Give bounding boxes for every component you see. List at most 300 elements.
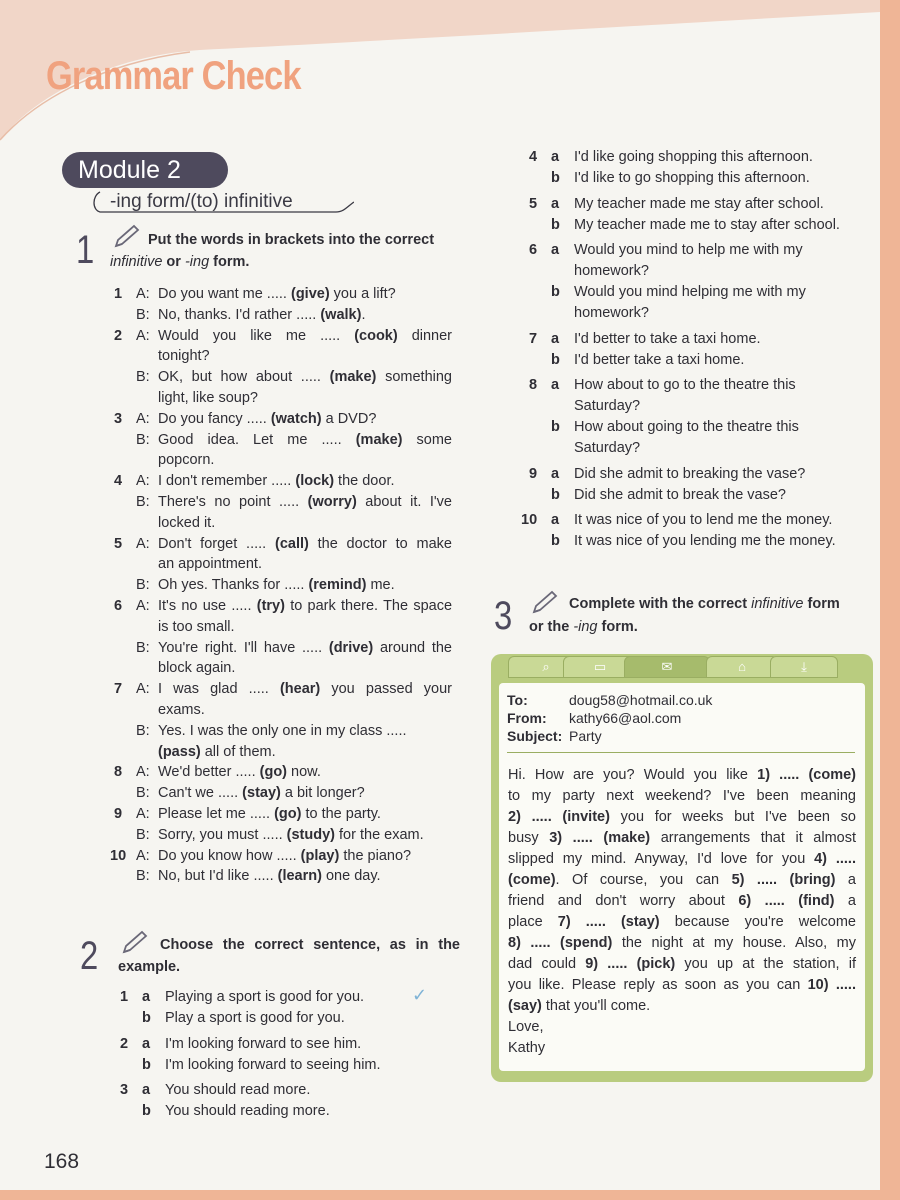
verb-prompt: (try) [256, 598, 285, 614]
item-number: 4 [114, 473, 123, 490]
instruction-form: form. [597, 619, 638, 635]
exercise-1-line [110, 700, 452, 721]
verb-prompt: (go) [259, 764, 288, 781]
email-body-line [508, 996, 856, 1017]
exercise-2-line [120, 1080, 460, 1101]
email-body-line [508, 891, 856, 912]
option-letter: b [142, 1010, 151, 1026]
item-number: 4 [529, 149, 538, 165]
option-letter: a [142, 1035, 151, 1052]
speaker-label: B: [136, 785, 150, 802]
exercise-2-line [120, 1034, 460, 1055]
search-glyph: ⌕ [542, 659, 550, 674]
option-letter: b [551, 533, 560, 549]
email-body-line [508, 954, 856, 975]
sentence-part: I don't remember ..... [158, 473, 296, 490]
option-sentence: I'm looking forward to seeing him. [165, 1056, 381, 1073]
exercise-2-instruction-line2: example. [118, 959, 181, 975]
exercise-2-line [529, 303, 869, 324]
option-sentence: Saturday? [574, 440, 641, 456]
item-number: 7 [529, 330, 538, 347]
sentence-text [158, 513, 452, 534]
item-number: 2 [120, 1035, 129, 1052]
sentence-part: you a lift? [329, 286, 396, 302]
page-title: Grammar Check [46, 54, 301, 98]
sentence-text [158, 534, 452, 555]
exercise-1-instruction [148, 229, 468, 251]
exercise-1-line [110, 825, 452, 846]
speaker-label: A: [136, 598, 150, 614]
mail-icon[interactable] [624, 656, 710, 678]
body-text: Love, [508, 1019, 544, 1035]
body-text: that you'll come. [541, 998, 651, 1014]
exercise-2-number: 2 [80, 934, 99, 978]
exercise-2-line [529, 194, 869, 215]
sentence-text [158, 679, 452, 700]
sentence-part: Oh yes. Thanks for ..... [158, 577, 309, 594]
exercise-2-line [120, 1008, 460, 1029]
option-sentence: It was nice of you to lend me the money. [574, 512, 833, 528]
sentence-text [158, 804, 452, 825]
sentence-text [158, 346, 452, 367]
option-sentence: I'd like going shopping this afternoon. [574, 149, 813, 165]
sentence-part: is too small. [158, 618, 235, 635]
speaker-label: B: [136, 577, 150, 594]
sentence-part: me. [366, 577, 395, 594]
gap-prompt: 7) ..... (stay) [557, 914, 660, 930]
gap-prompt: 4) ..... [814, 851, 856, 867]
sentence-text [158, 617, 452, 638]
sentence-text [158, 658, 452, 679]
sentence-text [158, 471, 452, 492]
module-label: Module 2 [62, 152, 228, 188]
instruction-text: Complete with the correct [569, 596, 752, 612]
option-sentence: How about going to the theatre this [574, 419, 799, 435]
exercise-1-line [110, 742, 452, 763]
item-number: 1 [114, 286, 123, 302]
instruction-italic: infinitive [751, 596, 804, 612]
subject-value: Party [569, 728, 602, 744]
sentence-part: I was glad ..... [158, 681, 280, 698]
option-sentence: My teacher made me stay after school. [574, 195, 824, 212]
sentence-part: Would you like me ..... [158, 327, 355, 344]
sentence-part: around the [373, 639, 452, 656]
exercise-1-line [110, 658, 452, 679]
body-text: you like. Please reply as soon as you can [508, 977, 808, 993]
option-sentence: It was nice of you lending me the money. [574, 533, 836, 549]
option-sentence: Play a sport is good for you. [165, 1010, 345, 1026]
sentence-part: Do you want me ..... [158, 286, 291, 302]
sentence-text [158, 388, 452, 409]
exercise-2-instruction: Choose the correct sentence, as in the [160, 937, 460, 953]
option-letter: b [142, 1103, 151, 1119]
sentence-text [158, 783, 452, 804]
gap-prompt: (come) [508, 872, 556, 888]
sentence-text [158, 450, 452, 471]
body-text: you for weeks but I've been so [609, 809, 856, 825]
sentence-text [158, 700, 452, 721]
sentence-part: a DVD? [321, 410, 377, 427]
item-number: 6 [114, 598, 123, 614]
gap-prompt: 6) ..... (find) [738, 893, 835, 909]
verb-prompt: (give) [290, 286, 330, 302]
home-glyph: ⌂ [738, 659, 746, 674]
gap-prompt: 9) ..... (pick) [585, 956, 676, 972]
instruction-italic: -ing [573, 619, 598, 635]
option-letter: b [142, 1056, 151, 1073]
item-number: 1 [120, 989, 129, 1005]
sentence-part: the door. [334, 473, 395, 490]
speaker-label: A: [136, 473, 150, 490]
topic-text: -ing form/(to) infinitive [110, 191, 293, 212]
option-letter: b [551, 216, 560, 233]
sentence-text [158, 409, 452, 430]
gap-prompt: 5) ..... (bring) [731, 872, 836, 888]
speaker-label: B: [136, 722, 150, 739]
verb-prompt: (watch) [270, 410, 322, 427]
exercise-1-instruction-line2 [110, 251, 450, 273]
body-text: slipped my mind. Anyway, I'd love for you [508, 851, 815, 867]
email-body-line [508, 765, 856, 786]
instruction-or: or [162, 254, 185, 270]
exercise-1-line [110, 679, 452, 700]
exercise-1-line [110, 284, 452, 305]
exercise-3-instruction [569, 593, 879, 615]
speaker-label: A: [136, 410, 150, 427]
exercise-1-line [110, 638, 452, 659]
sentence-text [158, 721, 452, 742]
instruction-italic-ing: -ing [184, 254, 210, 270]
sentence-part: No, but I'd like ..... [158, 868, 278, 885]
home-icon[interactable] [706, 656, 778, 678]
sentence-part: Can't we ..... [158, 785, 243, 802]
exercise-2-line [120, 987, 460, 1008]
option-sentence: How about to go to the theatre this [574, 377, 796, 393]
speaker-label: B: [136, 431, 150, 448]
sentence-part: There's no point ..... [158, 494, 308, 510]
option-letter: a [142, 1082, 151, 1098]
sentence-text [158, 742, 452, 763]
sentence-part: Good idea. Let me ..... [158, 431, 356, 448]
speaker-label: A: [136, 535, 150, 552]
sentence-part: an appointment. [158, 556, 262, 573]
sentence-part: You're right. I'll have ..... [158, 639, 329, 656]
option-letter: a [142, 989, 151, 1005]
exercise-2-line [521, 510, 869, 531]
option-letter: b [551, 170, 560, 186]
body-text: friend and don't worry about [508, 893, 739, 909]
exercise-2-line [529, 464, 869, 485]
exercise-2-line [529, 329, 869, 350]
exercise-1-line [110, 721, 452, 742]
sentence-part: the piano? [339, 847, 412, 864]
exercise-1-line [110, 305, 452, 326]
instruction-text: Put the words in brackets into the correct [148, 232, 435, 248]
item-number: 10 [521, 512, 538, 528]
option-sentence: I'd like to go shopping this afternoon. [574, 170, 810, 186]
sentence-text [158, 284, 452, 305]
sentence-part: . [361, 306, 366, 323]
exercise-1-line [110, 866, 452, 887]
verb-prompt: (worry) [307, 494, 357, 510]
sentence-text [158, 825, 452, 846]
sentence-part: locked it. [158, 514, 216, 531]
body-text: to my party next weekend? I've been meaning [508, 788, 856, 804]
exercise-2-line [529, 396, 869, 417]
item-number: 8 [114, 764, 123, 781]
verb-prompt: (lock) [295, 473, 335, 490]
option-letter: a [551, 195, 560, 212]
speaker-label: B: [136, 868, 150, 885]
option-sentence: Would you mind helping me with my [574, 284, 806, 300]
download-icon[interactable] [770, 656, 838, 678]
body-text: because you're welcome [659, 914, 856, 930]
verb-prompt: (pass) [158, 743, 201, 760]
option-sentence: My teacher made me to stay after school. [574, 216, 840, 233]
option-letter: b [551, 351, 560, 368]
from-label: From: [507, 710, 547, 726]
exercise-1-line [110, 575, 452, 596]
print-glyph: ▭ [593, 659, 607, 674]
instruction-italic: infinitive [110, 254, 163, 270]
body-text: place [508, 914, 558, 930]
instruction-form: form. [209, 254, 250, 270]
pencil-icon [112, 224, 142, 250]
sentence-part: popcorn. [158, 452, 215, 469]
sentence-part: the doctor to make [308, 535, 452, 552]
speaker-label: A: [136, 847, 150, 864]
download-glyph: ⤓ [801, 659, 807, 674]
exercise-2-line [529, 417, 869, 438]
verb-prompt: (call) [274, 535, 309, 552]
mail-glyph: ✉ [661, 659, 673, 674]
option-sentence: You should reading more. [165, 1103, 330, 1119]
speaker-label: B: [136, 639, 150, 656]
sentence-part: Don't forget ..... [158, 535, 275, 552]
exercise-2-line [529, 531, 869, 552]
option-letter: a [551, 377, 560, 393]
pencil-icon [120, 930, 150, 956]
gap-prompt: (say) [508, 998, 542, 1014]
body-text: you up at the station, if [675, 956, 857, 972]
from-value: kathy66@aol.com [569, 710, 682, 726]
sentence-part: something [376, 369, 452, 386]
speaker-label: B: [136, 826, 150, 843]
instruction-form: form [803, 596, 840, 612]
email-body-line [508, 870, 856, 891]
body-text: a [835, 872, 856, 888]
instruction-text: or the [529, 619, 574, 635]
verb-prompt: (make) [329, 369, 377, 386]
email-body-line [508, 849, 856, 870]
sentence-part: We'd better ..... [158, 764, 260, 781]
sentence-part: OK, but how about ..... [158, 369, 330, 386]
exercise-1-line [110, 846, 452, 867]
exercise-2-line [529, 485, 869, 506]
exercise-2-line [529, 168, 869, 189]
exercise-1-line [110, 367, 452, 388]
email-body-line [508, 1017, 856, 1038]
item-number: 5 [529, 195, 538, 212]
sentence-text [158, 866, 452, 887]
email-body-line [508, 807, 856, 828]
exercise-3-instruction-line2 [529, 616, 638, 638]
sentence-part: now. [287, 764, 321, 781]
email-divider [507, 752, 855, 753]
sentence-part: tonight? [158, 348, 210, 365]
option-sentence: Playing a sport is good for you. [165, 989, 365, 1005]
sentence-part: some [402, 431, 452, 448]
sentence-text [158, 846, 452, 867]
option-letter: a [551, 242, 560, 258]
body-text: arrangements that it almost [650, 830, 856, 846]
option-letter: b [551, 419, 560, 435]
speaker-label: B: [136, 369, 150, 386]
exercise-1-line [110, 804, 452, 825]
sentence-part: Please let me ..... [158, 806, 275, 822]
exercise-1-line [110, 450, 452, 471]
body-text: . Of course, you can [555, 872, 732, 888]
gap-prompt: 3) ..... (make) [549, 830, 651, 846]
exercise-1-line [110, 492, 452, 513]
body-text: dad could [508, 956, 586, 972]
verb-prompt: (remind) [308, 577, 367, 594]
sentence-text [158, 762, 452, 783]
body-text: busy [508, 830, 550, 846]
exercise-2-line [529, 350, 869, 371]
sentence-part: block again. [158, 660, 236, 677]
email-body-line [508, 786, 856, 807]
sentence-part: light, like soup? [158, 390, 258, 406]
body-text: a [834, 893, 856, 909]
option-letter: b [551, 284, 560, 300]
sentence-part: Yes. I was the only one in my class ..... [158, 722, 407, 739]
gap-prompt: 8) ..... (spend) [508, 935, 613, 951]
subject-label: Subject: [507, 728, 563, 744]
speaker-label: A: [136, 764, 150, 781]
option-sentence: Did she admit to breaking the vase? [574, 465, 806, 482]
sentence-text [158, 326, 452, 347]
exercise-1-line [110, 534, 452, 555]
sentence-part: you passed your [320, 681, 452, 698]
option-sentence: Did she admit to break the vase? [574, 486, 786, 503]
gap-prompt: 1) ..... (come) [757, 767, 856, 783]
email-body-line [508, 828, 856, 849]
verb-prompt: (cook) [354, 327, 398, 344]
exercise-1-line [110, 762, 452, 783]
exercise-1-number: 1 [76, 228, 95, 272]
speaker-label: A: [136, 286, 150, 302]
exercise-2-line [529, 240, 869, 261]
sentence-text [158, 596, 452, 617]
speaker-label: B: [136, 494, 150, 510]
exercise-1-line [110, 617, 452, 638]
exercise-1-line [110, 409, 452, 430]
option-sentence: You should read more. [165, 1082, 311, 1098]
option-sentence: I'm looking forward to see him. [165, 1035, 362, 1052]
speaker-label: A: [136, 806, 150, 822]
exercise-3-number: 3 [494, 594, 513, 638]
item-number: 9 [529, 465, 538, 482]
option-sentence: Saturday? [574, 398, 641, 414]
sentence-part: one day. [321, 868, 381, 885]
sentence-part: Do you know how ..... [158, 847, 301, 864]
exercise-1-line [110, 554, 452, 575]
exercise-2-line [120, 1055, 460, 1076]
exercise-1-line [110, 326, 452, 347]
item-number: 5 [114, 535, 123, 552]
speaker-label: A: [136, 681, 150, 698]
exercise-1-line [110, 513, 452, 534]
body-text: Kathy [508, 1040, 546, 1056]
item-number: 3 [120, 1082, 129, 1098]
item-number: 8 [529, 377, 538, 393]
exercise-2-line [529, 375, 869, 396]
verb-prompt: (learn) [277, 868, 322, 885]
exercise-2-line [120, 1101, 460, 1122]
gap-prompt: 2) ..... (invite) [508, 809, 610, 825]
email-body-line [508, 933, 856, 954]
option-letter: a [551, 512, 560, 528]
sentence-text [158, 575, 452, 596]
item-number: 6 [529, 242, 538, 258]
option-sentence: homework? [574, 263, 649, 279]
exercise-2-line [529, 147, 869, 168]
verb-prompt: (play) [300, 847, 340, 864]
sentence-part: to park there. The space [284, 598, 453, 614]
option-sentence: I'd better take a taxi home. [574, 351, 745, 368]
exercise-1-line [110, 388, 452, 409]
option-letter: a [551, 149, 560, 165]
email-body-line [508, 975, 856, 996]
sentence-text [158, 367, 452, 388]
sentence-part: No, thanks. I'd rather ..... [158, 306, 321, 323]
exercise-1-line [110, 430, 452, 451]
sentence-part: exams. [158, 702, 205, 718]
check-icon: ✓ [412, 985, 428, 1005]
item-number: 10 [110, 847, 127, 864]
item-number: 2 [114, 327, 123, 344]
option-letter: a [551, 465, 560, 482]
item-number: 7 [114, 681, 123, 698]
sentence-text [158, 554, 452, 575]
option-sentence: Would you mind to help me with my [574, 242, 803, 258]
exercise-2-line [529, 282, 869, 303]
verb-prompt: (stay) [242, 785, 281, 802]
page-number: 168 [44, 1150, 80, 1173]
pencil-icon [530, 590, 560, 616]
item-number: 3 [114, 410, 123, 427]
sentence-part: to the party. [301, 806, 381, 822]
verb-prompt: (make) [355, 431, 403, 448]
option-sentence: I'd better to take a taxi home. [574, 330, 761, 347]
sentence-text [158, 430, 452, 451]
gap-prompt: 10) ..... [807, 977, 856, 993]
exercise-2-line [529, 438, 869, 459]
verb-prompt: (hear) [279, 681, 321, 698]
sentence-part: Sorry, you must ..... [158, 826, 287, 843]
sentence-text [158, 638, 452, 659]
exercise-2-line [529, 215, 869, 236]
to-label: To: [507, 692, 528, 708]
option-letter: b [551, 486, 560, 503]
exercise-1-line [110, 596, 452, 617]
email-body-line [508, 1038, 856, 1059]
option-letter: a [551, 330, 560, 347]
sentence-text [158, 492, 452, 513]
verb-prompt: (walk) [320, 306, 362, 323]
sentence-part: for the exam. [335, 826, 424, 843]
